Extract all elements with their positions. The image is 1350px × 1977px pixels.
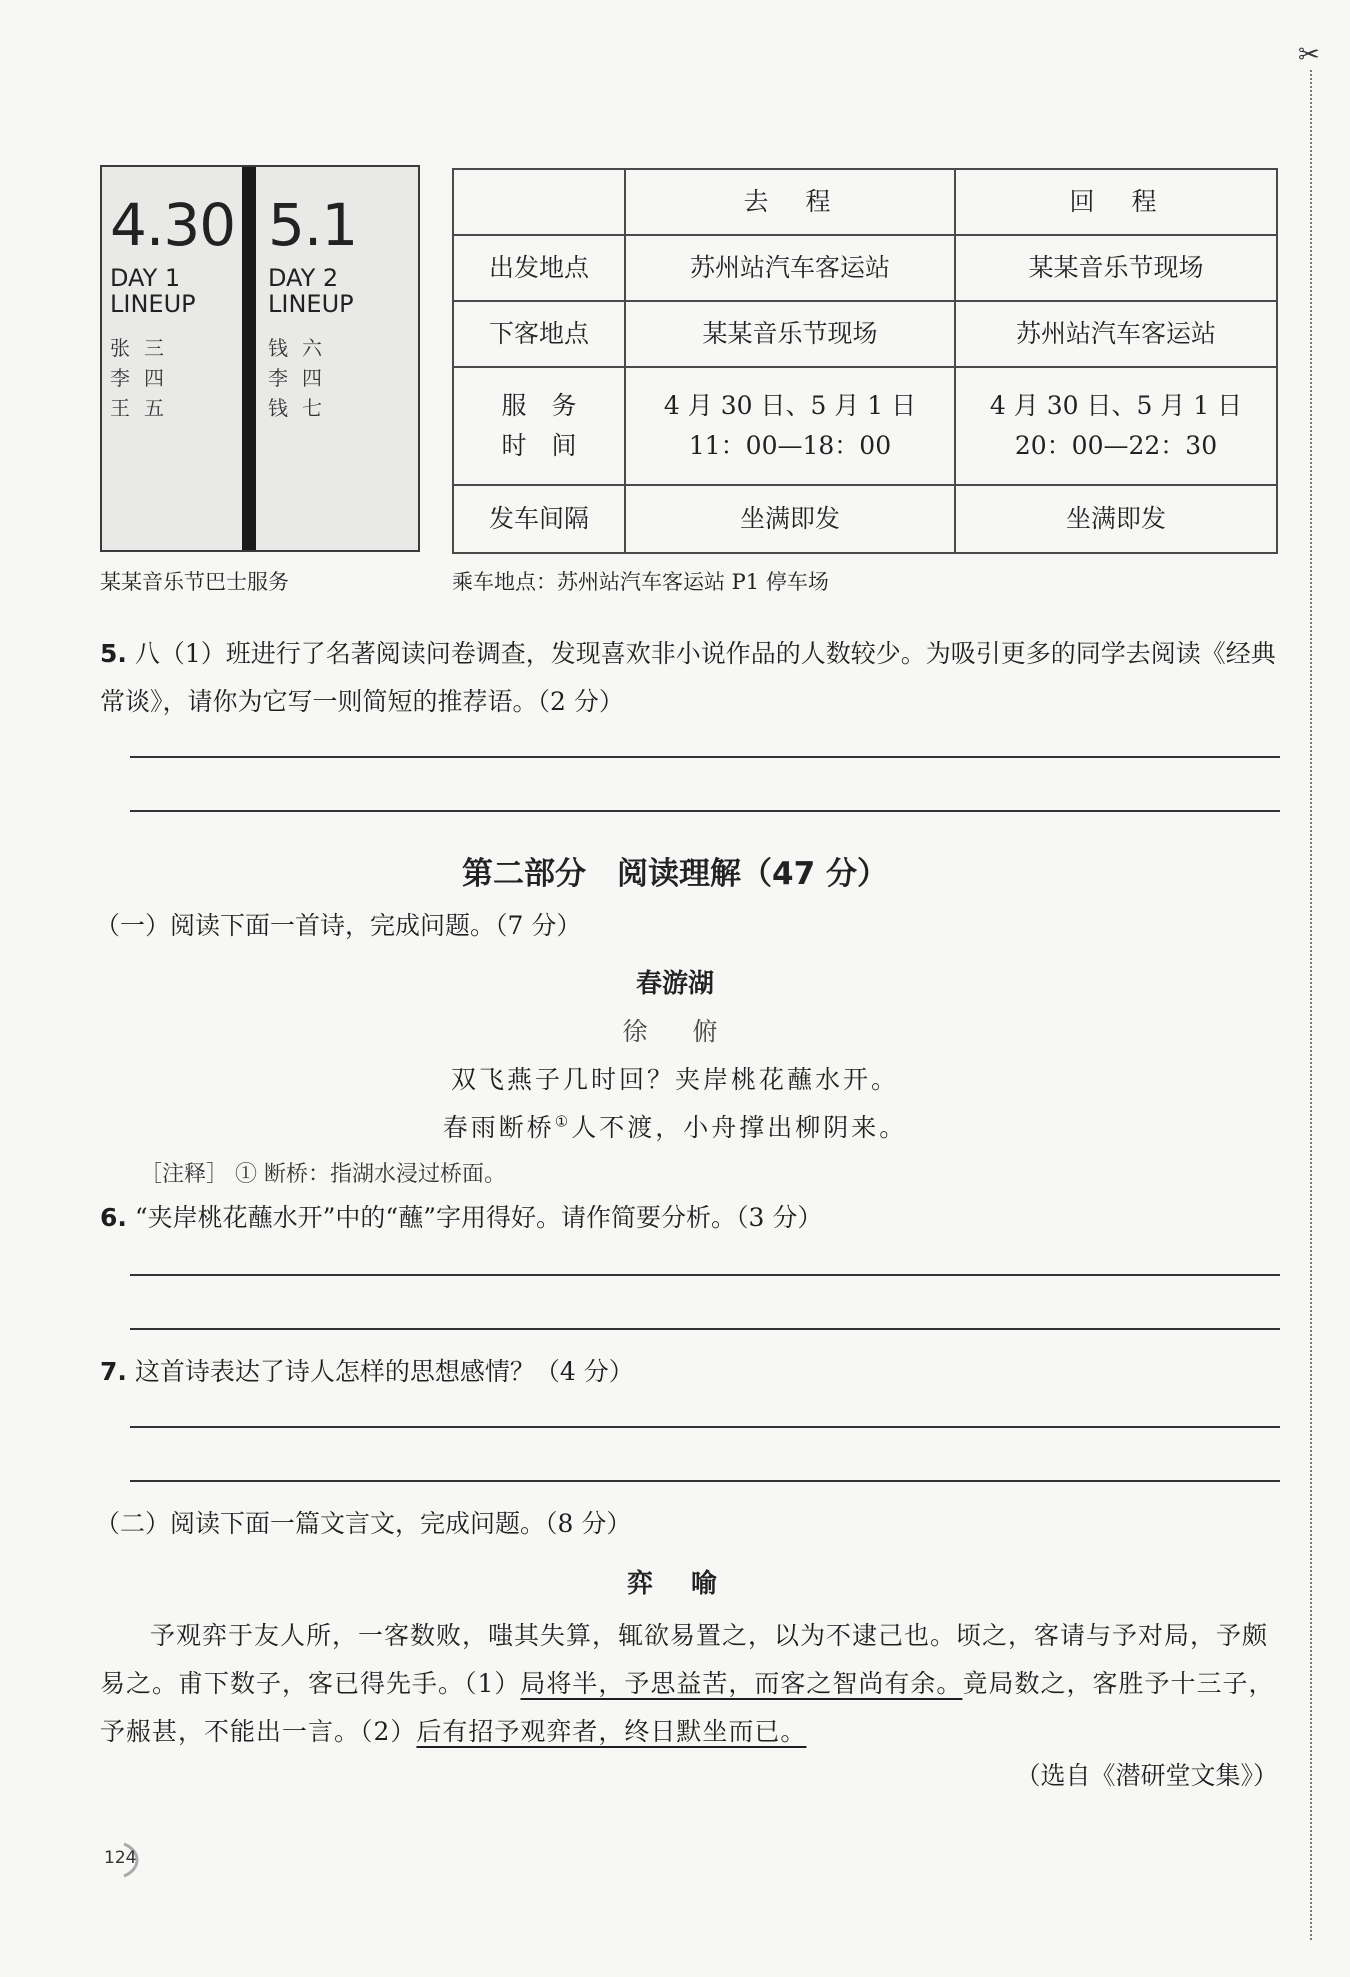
answer-line[interactable]: [130, 1480, 1280, 1482]
poem-line-2-part: 春雨断桥: [442, 1113, 555, 1142]
page-number-badge: [72, 1840, 152, 1880]
day2-lineup: LINEUP: [268, 290, 354, 318]
bus-schedule-table: [452, 168, 1278, 554]
question-text: 这首诗表达了诗人怎样的思想感情？（4 分）: [134, 1357, 634, 1386]
poem-line-1: 双飞燕子几时回？夹岸桃花蘸水开。: [450, 1065, 899, 1094]
page-number: 124: [104, 1848, 137, 1868]
answer-line[interactable]: [130, 810, 1280, 812]
day1-label: DAY 1: [110, 264, 181, 292]
cell-back: 坐满即发: [955, 485, 1277, 553]
answer-line[interactable]: [130, 1426, 1280, 1428]
footnote-marker: ①: [554, 1112, 572, 1131]
day1-name: 王五: [110, 396, 178, 420]
essay-title: 弈 喻: [626, 1569, 723, 1599]
poem-author: 徐 俯: [622, 1017, 728, 1046]
table-header-row: [453, 169, 1277, 235]
row-label: 下客地点: [453, 301, 625, 367]
poster-day1: [110, 191, 236, 423]
scissors-icon: ✂: [1298, 40, 1320, 70]
poem-note: ［注释］ ① 断桥：指湖水浸过桥面。: [140, 1162, 506, 1187]
answer-line[interactable]: [130, 1274, 1280, 1276]
question-7: [100, 1348, 1280, 1396]
festival-poster: [100, 165, 420, 552]
cell-go: 某某音乐节现场: [625, 301, 955, 367]
table-header-cell: [453, 169, 625, 235]
cut-line: [1310, 70, 1312, 1940]
table-caption: 乘车地点：苏州站汽车客运站 P1 停车场: [452, 570, 829, 594]
table-header-cell: 去 程: [625, 169, 955, 235]
question-5: [100, 630, 1280, 726]
day2-name: 钱六: [268, 336, 336, 360]
answer-line[interactable]: [130, 1328, 1280, 1330]
poem-line-2-part: 人不渡，小舟撑出柳阴来。: [571, 1113, 908, 1142]
essay-text: 竟局数之，客胜予十三子，予赧甚，不能出一言。（2）: [100, 1669, 1275, 1746]
answer-line[interactable]: [130, 756, 1280, 758]
part-title: 第二部分 阅读理解（47 分）: [462, 856, 888, 892]
table-row: [453, 235, 1277, 301]
poster-divider: [242, 167, 256, 550]
essay-body: [100, 1612, 1280, 1756]
table-row: [453, 301, 1277, 367]
table-row: [453, 485, 1277, 553]
question-number: 7.: [100, 1357, 127, 1386]
poem-line-2: [0, 1108, 1350, 1144]
question-text: 八（1）班进行了名著阅读问卷调查，发现喜欢非小说作品的人数较少。为吸引更多的同学去阅读《经典常谈》，请你为它写一则简短的推荐语。（2 分）: [100, 639, 1276, 716]
day2-date: 5.1: [268, 191, 358, 259]
question-6: [100, 1194, 1280, 1242]
table-row: [453, 367, 1277, 485]
poster-day2: [268, 191, 358, 423]
day2-name: 钱七: [268, 396, 336, 420]
section-2-intro: （二）阅读下面一篇文言文，完成问题。（8 分）: [95, 1509, 632, 1538]
cell-go: 苏州站汽车客运站: [625, 235, 955, 301]
underlined-sentence-1: 局将半，予思益苦，而客之智尚有余。: [520, 1669, 963, 1698]
poem-title: 春游湖: [635, 969, 714, 999]
underlined-sentence-2: 后有招予观弈者，终日默坐而已。: [416, 1717, 807, 1746]
section-1-intro: （一）阅读下面一首诗，完成问题。（7 分）: [95, 911, 582, 940]
question-text: “夹岸桃花蘸水开”中的“蘸”字用得好。请作简要分析。（3 分）: [134, 1203, 823, 1232]
day1-name: 李四: [110, 366, 178, 390]
question-number: 6.: [100, 1203, 127, 1232]
row-label: 发车间隔: [453, 485, 625, 553]
cell-back: 苏州站汽车客运站: [955, 301, 1277, 367]
poster-caption: 某某音乐节巴士服务: [100, 570, 289, 594]
cell-back: 4 月 30 日、5 月 1 日 20：00—22：30: [955, 367, 1277, 485]
cell-go: 坐满即发: [625, 485, 955, 553]
day1-date: 4.30: [110, 191, 236, 259]
day1-name: 张三: [110, 336, 178, 360]
day2-name: 李四: [268, 366, 336, 390]
essay-source: （选自《潜研堂文集》）: [1015, 1761, 1278, 1790]
cell-go: 4 月 30 日、5 月 1 日 11：00—18：00: [625, 367, 955, 485]
day2-label: DAY 2: [268, 264, 339, 292]
day1-lineup: LINEUP: [110, 290, 196, 318]
cell-back: 某某音乐节现场: [955, 235, 1277, 301]
question-number: 5.: [100, 639, 127, 668]
row-label: 出发地点: [453, 235, 625, 301]
row-label: 服 务 时 间: [453, 367, 625, 485]
table-header-cell: 回 程: [955, 169, 1277, 235]
essay-text: 予观弈于友人所，一客数败，嗤其失算，辄欲易置之，以为不逮己也。顷之，客请与予对局，予颇易之。甫下数子，客已得先手。（1）: [100, 1621, 1269, 1698]
